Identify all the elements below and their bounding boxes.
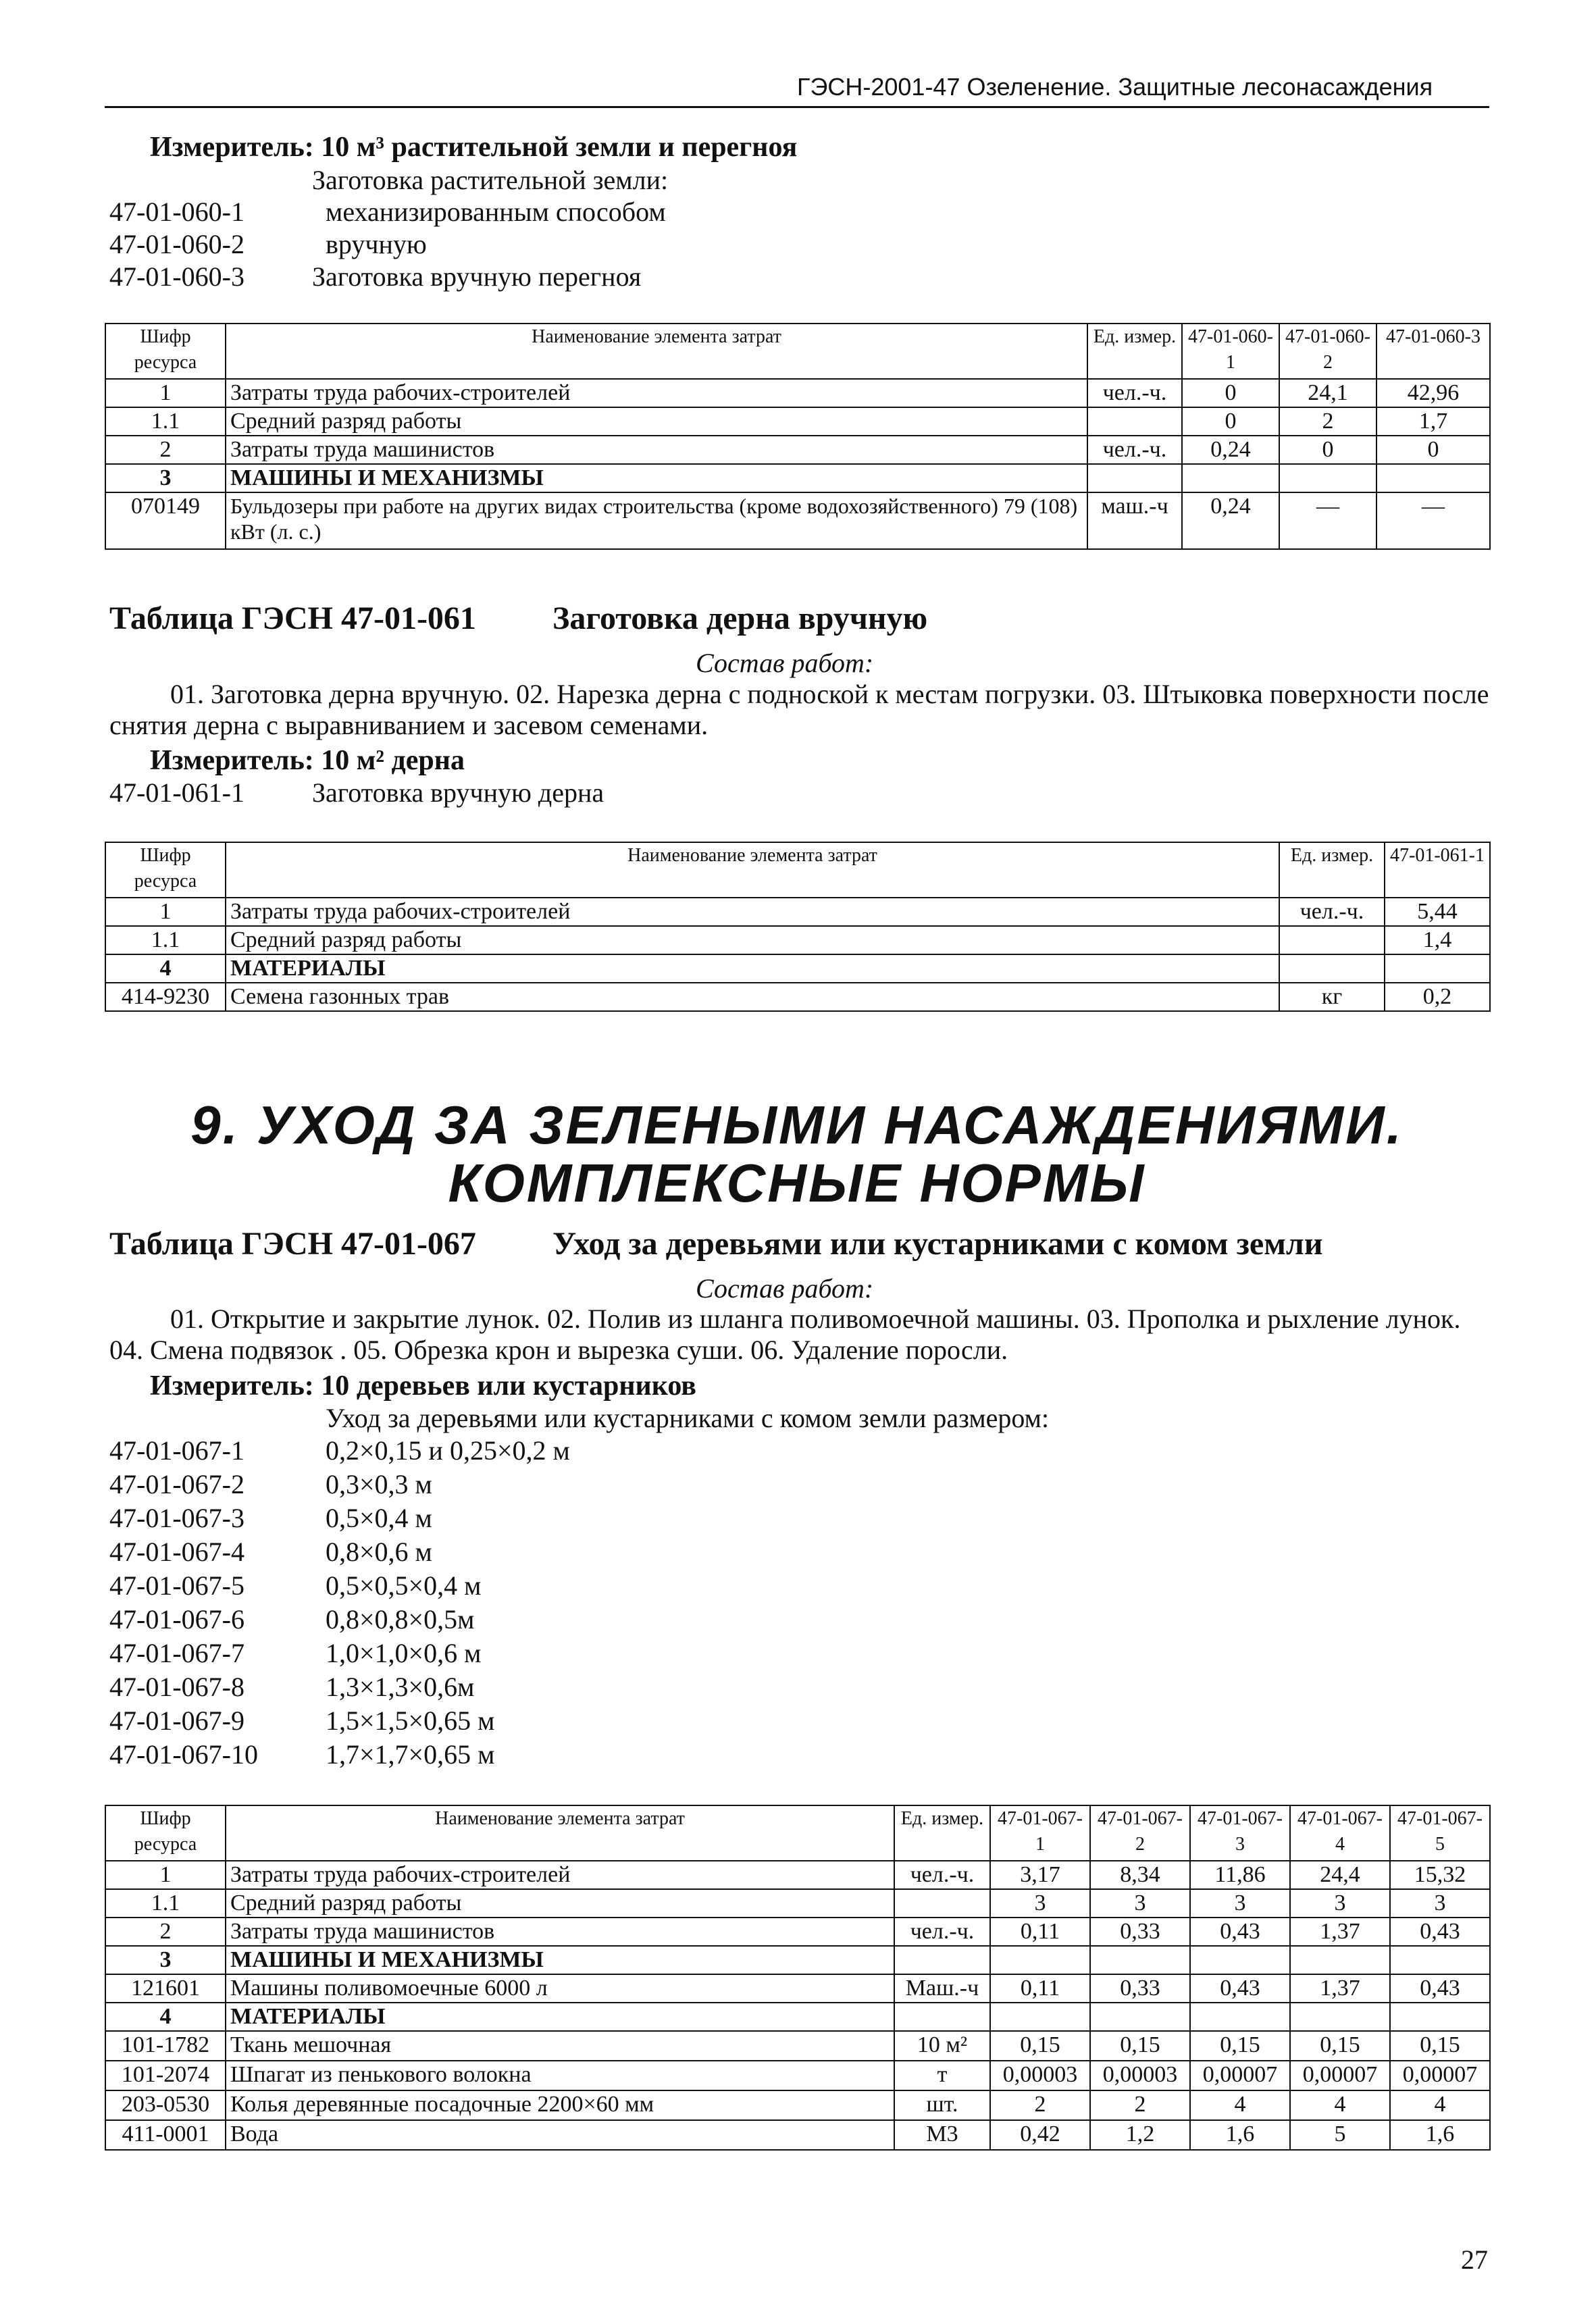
cell: 1.1 — [105, 926, 226, 954]
table-header-row — [105, 1805, 1490, 1861]
cell: 0,15 — [1290, 2031, 1390, 2061]
table-title: Уход за деревьями или кустарниками с комом земли — [552, 1226, 1323, 1262]
table-title: Заготовка дерна вручную — [552, 600, 928, 636]
item-text: 0,5×0,5×0,4 м — [326, 1570, 482, 1601]
measure-line: Измеритель: 10 деревьев или кустарников — [150, 1370, 696, 1402]
cell: 0,15 — [990, 2031, 1090, 2061]
cell: Маш.-ч — [894, 1974, 990, 2003]
cell: 0,24 — [1182, 436, 1279, 464]
cell: Колья деревянные посадочные 2200×60 мм — [226, 2090, 894, 2120]
table-row — [105, 2031, 1490, 2061]
cell: 0,11 — [990, 1974, 1090, 2003]
table-row — [105, 379, 1490, 407]
cell — [1290, 2003, 1390, 2031]
cell: Бульдозеры при работе на других видах строительства (кроме водохозяйственного) 79 (108) кВт (л. с.) — [226, 492, 1087, 549]
item-code: 47-01-067-10 — [109, 1739, 258, 1770]
cell — [1279, 464, 1376, 492]
cell: МАТЕРИАЛЫ — [226, 2003, 894, 2031]
table-row — [105, 464, 1490, 492]
cell: 070149 — [105, 492, 226, 549]
works-label: Состав работ: — [696, 648, 874, 678]
cell: 0,42 — [990, 2120, 1090, 2150]
cell: 203-0530 — [105, 2090, 226, 2120]
cell: 0,00007 — [1290, 2061, 1390, 2090]
table-row — [105, 2061, 1490, 2090]
cell: 0,43 — [1190, 1918, 1290, 1946]
cell: Средний разряд работы — [226, 926, 1279, 954]
cell: Затраты труда рабочих-строителей — [226, 898, 1279, 926]
cell: 3 — [1090, 1889, 1190, 1918]
measure-line: Измеритель: 10 м³ растительной земли и перегноя — [150, 132, 798, 163]
cell: 0,11 — [990, 1918, 1090, 1946]
header-cell: 47-01-067-3 — [1190, 1805, 1290, 1861]
cell: 0,15 — [1090, 2031, 1190, 2061]
header-cell: 47-01-067-5 — [1390, 1805, 1490, 1861]
header-cell: Шифр ресурса — [105, 324, 226, 379]
cell: 1,7 — [1376, 407, 1490, 436]
cell: Затраты труда машинистов — [226, 1918, 894, 1946]
header-cell: Ед. измер. — [894, 1805, 990, 1861]
item-text: механизированным способом — [326, 197, 666, 227]
table-header-row — [105, 324, 1490, 379]
cell: 4 — [1190, 2090, 1290, 2120]
item-code: 47-01-061-1 — [109, 777, 244, 808]
cell — [1279, 926, 1385, 954]
cell: 0,2 — [1385, 983, 1490, 1011]
table-row — [105, 1946, 1490, 1974]
cell: — — [1279, 492, 1376, 549]
cell: Средний разряд работы — [226, 407, 1087, 436]
cell: Машины поливомоечные 6000 л — [226, 1974, 894, 2003]
cell: 3 — [1290, 1889, 1390, 1918]
cell: кг — [1279, 983, 1385, 1011]
cell: Затраты труда рабочих-строителей — [226, 1861, 894, 1889]
header-divider — [105, 106, 1489, 108]
item-text: вручную — [326, 229, 427, 259]
item-text: Заготовка вручную перегноя — [312, 261, 642, 292]
item-code: 47-01-067-5 — [109, 1570, 244, 1601]
resource-table-060 — [105, 323, 1491, 550]
cell: 0,24 — [1182, 492, 1279, 549]
table-row — [105, 2003, 1490, 2031]
cell: 1,6 — [1390, 2120, 1490, 2150]
item-code: 47-01-067-7 — [109, 1638, 244, 1668]
cell: 1 — [105, 898, 226, 926]
header-cell: 47-01-060-3 — [1376, 324, 1490, 379]
cell: 0,33 — [1090, 1918, 1190, 1946]
works-text: 01. Открытие и закрытие лунок. 02. Полив из шланга поливомоечной машины. 03. Прополка и рыхление лунок. 04. Смена подвязок . 05. Обрезка крон и вырезка суши. 06. Удаление поросли. — [109, 1304, 1461, 1365]
item-code: 47-01-067-3 — [109, 1503, 244, 1533]
cell: 0,15 — [1390, 2031, 1490, 2061]
cell: 0 — [1376, 436, 1490, 464]
cell — [1279, 954, 1385, 983]
cell: МАТЕРИАЛЫ — [226, 954, 1279, 983]
header-cell: 47-01-067-4 — [1290, 1805, 1390, 1861]
cell: 1,37 — [1290, 1974, 1390, 2003]
page-number: 27 — [1461, 2244, 1488, 2275]
items-intro: Уход за деревьями или кустарниками с комом земли размером: — [326, 1403, 1050, 1433]
table-row — [105, 2120, 1490, 2150]
item-text: 0,3×0,3 м — [326, 1469, 432, 1499]
header-cell: 47-01-067-2 — [1090, 1805, 1190, 1861]
cell: 0,00007 — [1390, 2061, 1490, 2090]
cell: 3 — [1190, 1889, 1290, 1918]
cell: 15,32 — [1390, 1861, 1490, 1889]
cell: чел.-ч. — [894, 1861, 990, 1889]
cell: 411-0001 — [105, 2120, 226, 2150]
cell: 2 — [105, 436, 226, 464]
header-cell: Наименование элемента затрат — [226, 1805, 894, 1861]
section-heading-line2: КОМПЛЕКСНЫЕ НОРМЫ — [448, 1153, 1146, 1213]
cell: 1.1 — [105, 407, 226, 436]
table-row — [105, 1918, 1490, 1946]
table-row — [105, 2090, 1490, 2120]
cell: 10 м² — [894, 2031, 990, 2061]
item-text: Заготовка растительной земли: — [312, 165, 669, 195]
cell: 0,43 — [1390, 1974, 1490, 2003]
cell: чел.-ч. — [1279, 898, 1385, 926]
cell: 1 — [105, 379, 226, 407]
table-row — [105, 1974, 1490, 2003]
item-text: 1,5×1,5×0,65 м — [326, 1705, 495, 1736]
item-text: 1,7×1,7×0,65 м — [326, 1739, 495, 1770]
cell: 414-9230 — [105, 983, 226, 1011]
cell — [1090, 2003, 1190, 2031]
cell: М3 — [894, 2120, 990, 2150]
item-text: 0,8×0,8×0,5м — [326, 1604, 475, 1635]
cell — [894, 2003, 990, 2031]
table-row — [105, 492, 1490, 549]
cell: 24,4 — [1290, 1861, 1390, 1889]
item-text: 0,2×0,15 и 0,25×0,2 м — [326, 1435, 570, 1466]
cell: 42,96 — [1376, 379, 1490, 407]
cell: 0,00003 — [990, 2061, 1090, 2090]
cell: 0,00007 — [1190, 2061, 1290, 2090]
cell: 4 — [1390, 2090, 1490, 2120]
item-code: 47-01-067-1 — [109, 1435, 244, 1466]
cell: 1,37 — [1290, 1918, 1390, 1946]
cell: 1,2 — [1090, 2120, 1190, 2150]
cell — [990, 1946, 1090, 1974]
cell: 0,15 — [1190, 2031, 1290, 2061]
cell: 0,43 — [1190, 1974, 1290, 2003]
cell: чел.-ч. — [1087, 379, 1182, 407]
item-text: 0,5×0,4 м — [326, 1503, 432, 1533]
cell: Вода — [226, 2120, 894, 2150]
cell — [1376, 464, 1490, 492]
cell: шт. — [894, 2090, 990, 2120]
cell — [1090, 1946, 1190, 1974]
cell: 101-1782 — [105, 2031, 226, 2061]
cell: 3 — [1390, 1889, 1490, 1918]
cell: 2 — [105, 1918, 226, 1946]
cell: 1.1 — [105, 1889, 226, 1918]
table-row — [105, 983, 1490, 1011]
cell — [1087, 407, 1182, 436]
cell: 5,44 — [1385, 898, 1490, 926]
header-cell: Шифр ресурса — [105, 842, 226, 898]
cell — [1385, 954, 1490, 983]
table-row — [105, 898, 1490, 926]
resource-table-061 — [105, 842, 1491, 1012]
table-row — [105, 954, 1490, 983]
item-code: 47-01-067-2 — [109, 1469, 244, 1499]
header-cell: 47-01-061-1 — [1385, 842, 1490, 898]
header-cell: Наименование элемента затрат — [226, 842, 1279, 898]
cell — [1390, 2003, 1490, 2031]
cell: МАШИНЫ И МЕХАНИЗМЫ — [226, 464, 1087, 492]
cell: 0,00003 — [1090, 2061, 1190, 2090]
cell: 4 — [105, 2003, 226, 2031]
table-label: Таблица ГЭСН 47-01-067 — [109, 1226, 476, 1262]
cell: 4 — [1290, 2090, 1390, 2120]
table-row — [105, 1861, 1490, 1889]
works-label: Состав работ: — [696, 1273, 874, 1304]
cell: 1,6 — [1190, 2120, 1290, 2150]
cell: 0 — [1182, 379, 1279, 407]
cell: чел.-ч. — [1087, 436, 1182, 464]
cell: 24,1 — [1279, 379, 1376, 407]
table-row — [105, 436, 1490, 464]
cell: 3 — [105, 1946, 226, 1974]
header-cell: Ед. измер. — [1087, 324, 1182, 379]
cell: т — [894, 2061, 990, 2090]
cell — [1190, 1946, 1290, 1974]
cell — [1190, 2003, 1290, 2031]
cell: 2 — [990, 2090, 1090, 2120]
cell: МАШИНЫ И МЕХАНИЗМЫ — [226, 1946, 894, 1974]
cell: 5 — [1290, 2120, 1390, 2150]
header-cell: Ед. измер. — [1279, 842, 1385, 898]
cell — [1290, 1946, 1390, 1974]
cell — [1087, 464, 1182, 492]
cell: Ткань мешочная — [226, 2031, 894, 2061]
header-cell: Шифр ресурса — [105, 1805, 226, 1861]
cell: 8,34 — [1090, 1861, 1190, 1889]
running-header: ГЭСН-2001-47 Озеленение. Защитные лесонасаждения — [797, 73, 1433, 101]
cell: 3 — [105, 464, 226, 492]
item-code: 47-01-067-6 — [109, 1604, 244, 1635]
cell: Затраты труда рабочих-строителей — [226, 379, 1087, 407]
cell: Средний разряд работы — [226, 1889, 894, 1918]
cell: 0,43 — [1390, 1918, 1490, 1946]
item-text: 1,3×1,3×0,6м — [326, 1672, 475, 1702]
resource-table-067 — [105, 1805, 1491, 2151]
cell: 0 — [1279, 436, 1376, 464]
cell: 2 — [1279, 407, 1376, 436]
cell — [990, 2003, 1090, 2031]
cell: 121601 — [105, 1974, 226, 2003]
item-code: 47-01-060-2 — [109, 229, 244, 259]
cell: 0 — [1182, 407, 1279, 436]
table-label: Таблица ГЭСН 47-01-061 — [109, 600, 476, 636]
cell: Шпагат из пенькового волокна — [226, 2061, 894, 2090]
item-text: Заготовка вручную дерна — [312, 777, 604, 808]
cell — [1182, 464, 1279, 492]
header-cell: 47-01-060-1 — [1182, 324, 1279, 379]
cell: 0,33 — [1090, 1974, 1190, 2003]
cell — [894, 1889, 990, 1918]
item-text: 0,8×0,6 м — [326, 1537, 432, 1567]
table-row — [105, 407, 1490, 436]
measure-line: Измеритель: 10 м² дерна — [150, 745, 465, 776]
header-cell: 47-01-067-1 — [990, 1805, 1090, 1861]
cell — [894, 1946, 990, 1974]
works-text: 01. Заготовка дерна вручную. 02. Нарезка дерна с подноской к местам погрузки. 03. Штыковка поверхности после снятия дерна с выравниванием и засевом семенами. — [109, 679, 1489, 740]
section-heading-line1: 9. УХОД ЗА ЗЕЛЕНЫМИ НАСАЖДЕНИЯМИ. — [190, 1095, 1404, 1155]
cell: 2 — [1090, 2090, 1190, 2120]
item-code: 47-01-060-1 — [109, 197, 244, 227]
cell: 11,86 — [1190, 1861, 1290, 1889]
table-row — [105, 926, 1490, 954]
cell: 4 — [105, 954, 226, 983]
item-code: 47-01-067-4 — [109, 1537, 244, 1567]
item-code: 47-01-060-3 — [109, 261, 244, 292]
cell: 101-2074 — [105, 2061, 226, 2090]
item-text: 1,0×1,0×0,6 м — [326, 1638, 482, 1668]
cell: 3 — [990, 1889, 1090, 1918]
cell: 3,17 — [990, 1861, 1090, 1889]
cell: Семена газонных трав — [226, 983, 1279, 1011]
cell: 1 — [105, 1861, 226, 1889]
cell: чел.-ч. — [894, 1918, 990, 1946]
header-cell: 47-01-060-2 — [1279, 324, 1376, 379]
cell: Затраты труда машинистов — [226, 436, 1087, 464]
table-header-row — [105, 842, 1490, 898]
table-row — [105, 1889, 1490, 1918]
item-code: 47-01-067-8 — [109, 1672, 244, 1702]
cell: маш.-ч — [1087, 492, 1182, 549]
cell: 1,4 — [1385, 926, 1490, 954]
cell — [1390, 1946, 1490, 1974]
item-code: 47-01-067-9 — [109, 1705, 244, 1736]
header-cell: Наименование элемента затрат — [226, 324, 1087, 379]
cell: — — [1376, 492, 1490, 549]
